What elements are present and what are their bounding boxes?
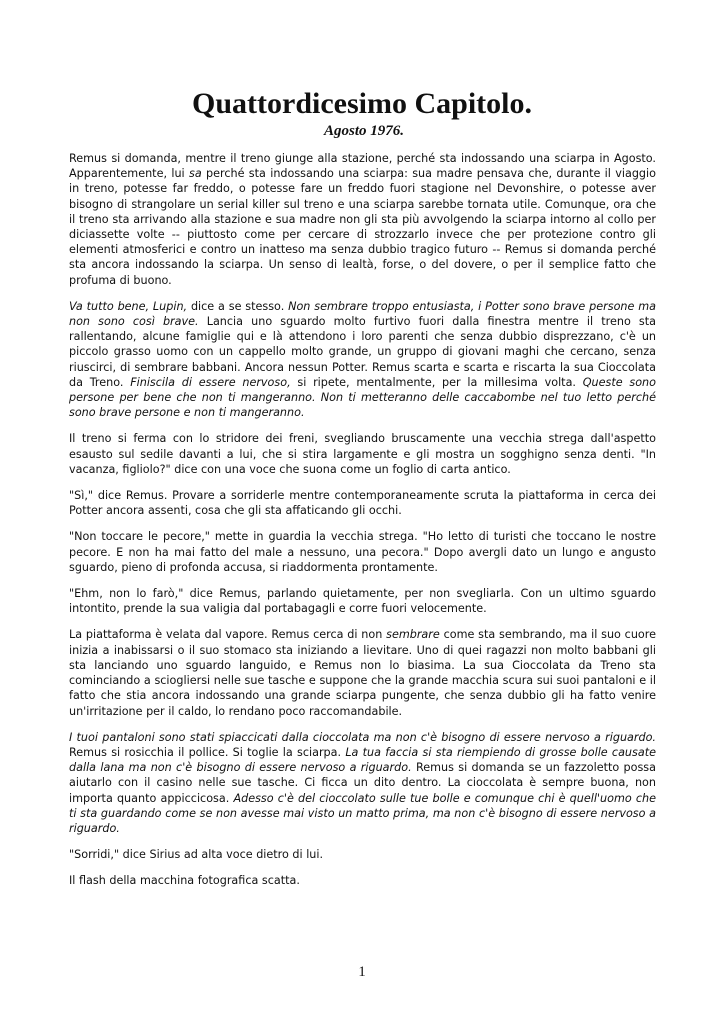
text-run: Il treno si ferma con lo stridore dei freni, svegliando bruscamente una vecchia strega dall'aspetto esausto sul sedile davanti a lui, che si stira largamente e gli mostra un sogghigno senza denti. "In vacanza, figliolo?" dice con una voce che suona come un foglio di carta antico. bbox=[69, 432, 656, 476]
paragraph bbox=[69, 299, 656, 421]
paragraph bbox=[69, 730, 656, 836]
text-run: come sta sembrando, ma il suo cuore inizia a inabissarsi o il suo stomaco sta iniziando a lievitare. Uno di quei ragazzi non molto babbani gli sta lanciando uno sguardo languido, e Remus non lo biasima. La sua Cioccolata da Treno sta cominciando a sciogliersi nelle sue tasche e suppone che la grande macchia scura sui suoi pantaloni e il fatto che stia ancora indossando una grande sciarpa pungente, che senza dubbio gli ha fatto venire un'irritazione per il caldo, lo rendano poco raccomandabile. bbox=[69, 628, 656, 718]
body-text bbox=[69, 151, 656, 900]
text-run: "Sì," dice Remus. Provare a sorriderle mentre contemporaneamente scruta la piattaforma in cerca dei Potter ancora assenti, cosa che gli sta affaticando gli occhi. bbox=[69, 489, 656, 518]
paragraph bbox=[69, 529, 656, 575]
italic-text-run: sa bbox=[188, 167, 202, 181]
italic-text-run: Adesso c'è del cioccolato sulle tue bolle e comunque chi è quell'uomo che ti sta guardando come se non avesse mai visto un matto prima, ma non c'è bisogno di essere nervoso a riguardo. bbox=[69, 791, 656, 835]
paragraph bbox=[69, 586, 656, 616]
italic-text-run: I tuoi pantaloni sono stati spiaccicati dalla cioccolata ma non c'è bisogno di essere nervoso a riguardo. bbox=[69, 730, 656, 744]
text-run: "Non toccare le pecore," mette in guardia la vecchia strega. "Ho letto di turisti che toccano le nostre pecore. E non ha mai fatto del male a nessuno, una pecora." Dopo avergli dato un lungo e angusto sguardo, pieno di profonda accusa, si riaddormenta prontamente. bbox=[69, 530, 656, 574]
text-run: Il flash della macchina fotografica scatta. bbox=[69, 874, 300, 888]
text-run: "Ehm, non lo farò," dice Remus, parlando quietamente, per non svegliarla. Con un ultimo sguardo intontito, prende la sua valigia dal portabagagli e corre fuori velocemente. bbox=[69, 587, 656, 616]
text-run: "Sorridi," dice Sirius ad alta voce dietro di lui. bbox=[69, 848, 324, 862]
text-run: Remus si rosicchia il pollice. Si toglie la sciarpa. bbox=[69, 745, 346, 759]
italic-text-run: sembrare bbox=[386, 628, 440, 642]
chapter-title: Quattordicesimo Capitolo. bbox=[192, 87, 532, 120]
text-run: La piattaforma è velata dal vapore. Remus cerca di non bbox=[69, 628, 387, 642]
text-run: Remus si domanda se un fazzoletto possa aiutarlo con il casino nelle sue tasche. Ci ficca un dito dentro. La cioccolata è sempre buona, non importa quanto appiccicosa. bbox=[69, 761, 656, 805]
page-number: 1 bbox=[358, 964, 366, 980]
paragraph bbox=[69, 627, 656, 718]
chapter-subtitle: Agosto 1976. bbox=[323, 123, 404, 139]
italic-text-run: Finiscila di essere nervoso, bbox=[130, 375, 291, 389]
paragraph bbox=[69, 151, 656, 288]
italic-text-run: Queste sono persone per bene che non ti mangeranno. Non ti metteranno delle caccabombe nel tuo letto perché sono brave persone e non ti mangeranno. bbox=[69, 375, 656, 420]
text-run: perché sta indossando una sciarpa: sua madre pensava che, durante il viaggio in treno, potesse far freddo, o potesse fare un freddo fuori stagione nel Devonshire, o potesse aver bisogno di strangolare un serial killer sul treno e una sciarpa sarebbe tornata utile. Comunque, ora che il treno sta arrivando alla stazione e sua madre non gli sta più avvolgendo la sciarpa intorno al collo per diciassette volte -- piuttosto come per cercare di strozzarlo invece che per protezione contro gli elementi atmosferici e contro un inatteso ma senza dubbio tragico futuro -- Remus si domanda perché sta ancora indossando la sciarpa. Un senso di lealtà, forse, o del dovere, o per il semplice fatto che profuma di buono. bbox=[69, 167, 656, 287]
text-run: dice a se stesso. bbox=[187, 299, 289, 313]
text-run: Lancia uno sguardo molto furtivo fuori dalla finestra mentre il treno sta rallentando, alcune famiglie qui e là attendono i loro parenti che senza dubbio disprezzano, c'è un piccolo grasso uomo con un cappello molto grande, un gruppo di giovani maghi che cercano, senza riuscirci, di sembrare babbani. Ancora nessun Potter. Remus scarta e scarta e riscarta la sua Cioccolata da Treno. bbox=[69, 315, 656, 389]
italic-text-run: Va tutto bene, Lupin, bbox=[69, 299, 188, 313]
paragraph bbox=[69, 847, 656, 862]
italic-text-run: La tua faccia si sta riempiendo di grosse bolle causate dalla lana ma non c'è bisogno di essere nervoso a riguardo. bbox=[69, 745, 656, 775]
paragraph bbox=[69, 873, 656, 888]
text-run: Remus si domanda, mentre il treno giunge alla stazione, perché sta indossando una sciarpa in Agosto. Apparentemente, lui bbox=[69, 152, 656, 181]
paragraph bbox=[69, 488, 656, 518]
italic-text-run: Non sembrare troppo entusiasta, i Potter sono brave persone ma non sono così brave. bbox=[69, 299, 656, 329]
text-run: si ripete, mentalmente, per la millesima volta. bbox=[290, 375, 583, 389]
paragraph bbox=[69, 431, 656, 477]
